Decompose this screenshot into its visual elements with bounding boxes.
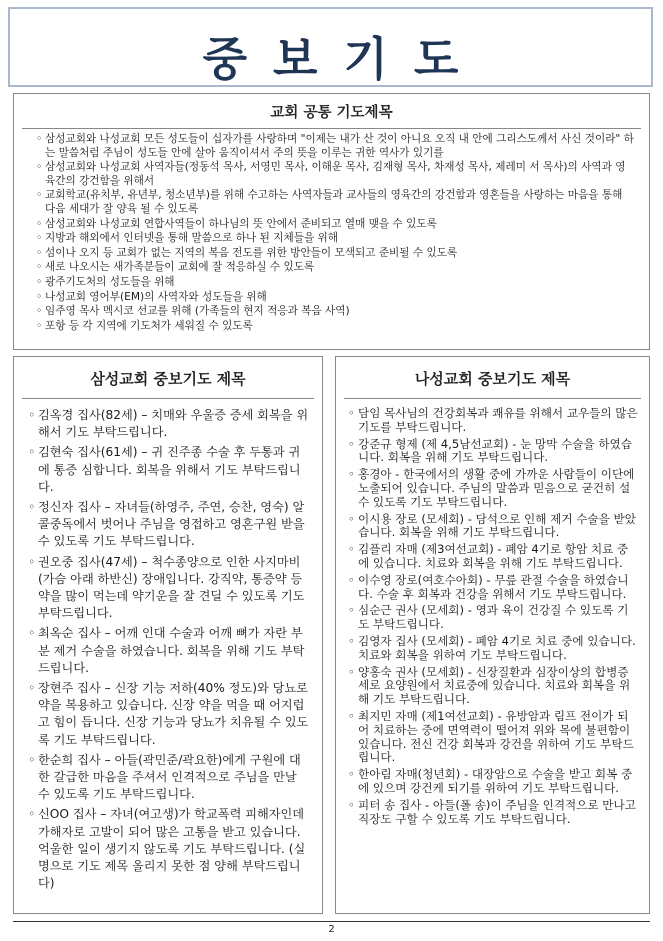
list-item: ◦ 피터 송 집사 - 아들(폴 송)이 주님을 인격적으로 만나고 직장도 구할 수 있도록 기도 부탁드립니다.: [348, 799, 639, 827]
list-item: ◦ 강준규 형제 (제 4,5남선교회) - 눈 망막 수술을 하였습니다. 회복을 위해 기도 부탁드립니다.: [348, 438, 639, 466]
nasung-section-title: 나성교회 중보기도 제목: [344, 368, 641, 399]
list-item: ◦ 새로 나오시는 새가족분들이 교회에 잘 적응하실 수 있도록: [36, 261, 635, 275]
list-item: ◦ 신OO 집사 – 자녀(여고생)가 학교폭력 피해자인데 가해자로 고발이 되어 많은 고통을 받고 있습니다. 억울한 일이 생기지 않도록 기도 부탁드립니다. (실명으로 기도 제목 올리지 못한 점 양해 부탁드립니다): [28, 806, 312, 892]
list-item: ◦ 한아림 자매(청년회) - 대장암으로 수술을 받고 회복 중에 있으며 강건케 되기를 위하여 기도 부탁드립니다.: [348, 768, 639, 796]
list-item: ◦ 김옥경 집사(82세) – 치매와 우울증 증세 회복을 위해서 기도 부탁드립니다.: [28, 407, 312, 441]
samsung-section-title: 삼성교회 중보기도 제목: [22, 368, 314, 399]
list-item: ◦ 홍경아 - 한국에서의 생활 중에 가까운 사람들이 이단에 노출되어 있습니다. 주님의 말씀과 믿음으로 굳건히 설 수 있도록 기도 부탁드립니다.: [348, 468, 639, 509]
list-item: ◦ 광주기도처의 성도들을 위해: [36, 276, 635, 290]
page-number: 2: [328, 924, 335, 935]
list-item: ◦ 정신자 집사 – 자녀들(하영주, 주연, 승찬, 영숙) 알콜중독에서 벗어나 주님을 영접하고 영혼구원 받을 수 있도록 기도 부탁드립니다.: [28, 499, 312, 551]
page-header: [8, 7, 653, 87]
nasung-prayer-list: [336, 399, 649, 826]
list-item: ◦ 포항 등 각 지역에 기도처가 세워질 수 있도록: [36, 320, 635, 334]
list-item: ◦ 김현숙 집사(61세) – 귀 진주종 수술 후 두통과 귀에 통증 심합니다. 회복을 위해서 기도 부탁드립니다.: [28, 444, 312, 496]
list-item: ◦ 나성교회 영어부(EM)의 사역자와 성도들을 위해: [36, 291, 635, 305]
list-item: ◦ 삼성교회와 나성교회 사역자들(정동석 목사, 서영민 목사, 이해운 목사, 김재형 목사, 차재성 목사, 제레미 서 목사)의 사역과 영육간의 강건함을 위해서: [36, 161, 635, 188]
list-item: ◦ 권오중 집사(47세) – 척수종양으로 인한 사지마비(가슴 아래 하반신) 장애입니다. 강직약, 통증약 등 약을 많이 먹는데 약기운을 잘 견딜 수 있도록 기도 부탁드립니다.: [28, 554, 312, 623]
list-item: ◦ 이시용 장로 (모세회) - 담석으로 인해 제거 수술을 받았습니다. 회복을 위해 기도 부탁드립니다.: [348, 513, 639, 541]
list-item: ◦ 담임 목사님의 건강회복과 쾌유를 위해서 교우들의 많은 기도를 부탁드립니다.: [348, 407, 639, 435]
list-item: ◦ 심순근 권사 (모세회) - 영과 육이 건강질 수 있도록 기도 부탁드립니다.: [348, 604, 639, 632]
list-item: ◦ 이수영 장로(여호수아회) - 무릎 관절 수술을 하였습니다. 수술 후 회복과 건강을 위해서 기도 부탁드립니다.: [348, 574, 639, 602]
samsung-prayer-list: [14, 399, 322, 892]
list-item: ◦ 최옥순 집사 – 어깨 인대 수술과 어깨 뼈가 자란 부분 제거 수술을 하였습니다. 회복을 위해 기도 부탁드립니다.: [28, 625, 312, 677]
list-item: ◦ 양홍숙 권사 (모세회) - 신장질환과 심장이상의 합병증세로 요양원에서 치료중에 있습니다. 치료와 회복을 위해 기도 부탁드립니다.: [348, 666, 639, 707]
list-item: ◦ 김플리 자매 (제3여선교회) - 폐암 4기로 항암 치료 중에 있습니다. 치료와 회복을 위해 기도 부탁드립니다.: [348, 543, 639, 571]
common-prayer-list: [14, 129, 649, 333]
nasung-prayer-section: [335, 356, 650, 914]
list-item: ◦ 임주영 목사 멕시코 선교를 위해 (가족들의 현지 적응과 복음 사역): [36, 305, 635, 319]
list-item: ◦ 장현주 집사 – 신장 기능 저하(40% 정도)와 당뇨로 약을 복용하고 있습니다. 신장 약을 먹을 때 어지럽고 힘이 듭니다. 신장 기능과 당뇨가 치유될 수 있도록 기도 부탁드립니다.: [28, 680, 312, 749]
footer-divider: [13, 921, 650, 922]
list-item: ◦ 삼성교회와 나성교회 연합사역들이 하나님의 뜻 안에서 준비되고 열매 맺을 수 있도록: [36, 218, 635, 232]
common-prayer-section: [13, 93, 650, 350]
common-section-title: 교회 공통 기도제목: [22, 101, 641, 129]
list-item: ◦ 삼성교회와 나성교회 모든 성도들이 십자가를 사랑하며 "이제는 내가 산 것이 아니요 오직 내 안에 그리스도께서 사신 것이라" 하는 말씀처럼 주님이 성도들 안에 살아 움직이셔서 주의 뜻을 이루는 귀한 역사가 있기를: [36, 133, 635, 160]
list-item: ◦ 지방과 해외에서 인터넷을 통해 말씀으로 하나 된 지체들을 위해: [36, 232, 635, 246]
samsung-prayer-section: [13, 356, 323, 914]
list-item: ◦ 최지민 자매 (제1여선교회) - 유방암과 림프 전이가 되어 치료하는 중에 면역력이 떨어져 위와 목에 불편함이 있습니다. 전신 건강 회복과 강건을 위하여 기도 부탁드립니다.: [348, 710, 639, 765]
list-item: ◦ 한순희 집사 – 아들(곽민준/곽요한)에게 구원에 대한 갈급한 마음을 주셔서 인격적으로 주님을 만날 수 있도록 기도 부탁드립니다.: [28, 752, 312, 804]
page-title: 중보기도: [202, 32, 485, 86]
list-item: ◦ 김영자 집사 (모세회) - 폐암 4기로 치료 중에 있습니다. 치료와 회복을 위하여 기도 부탁드립니다.: [348, 635, 639, 663]
list-item: ◦ 교회학교(유치부, 유년부, 청소년부)를 위해 수고하는 사역자들과 교사들의 영육간의 강건함과 영혼들을 사랑하는 마음을 통해 다음 세대가 잘 양육 될 수 있도록: [36, 189, 635, 216]
list-item: ◦ 섬이나 오지 등 교회가 없는 지역의 복음 전도를 위한 방안들이 모색되고 준비될 수 있도록: [36, 247, 635, 261]
